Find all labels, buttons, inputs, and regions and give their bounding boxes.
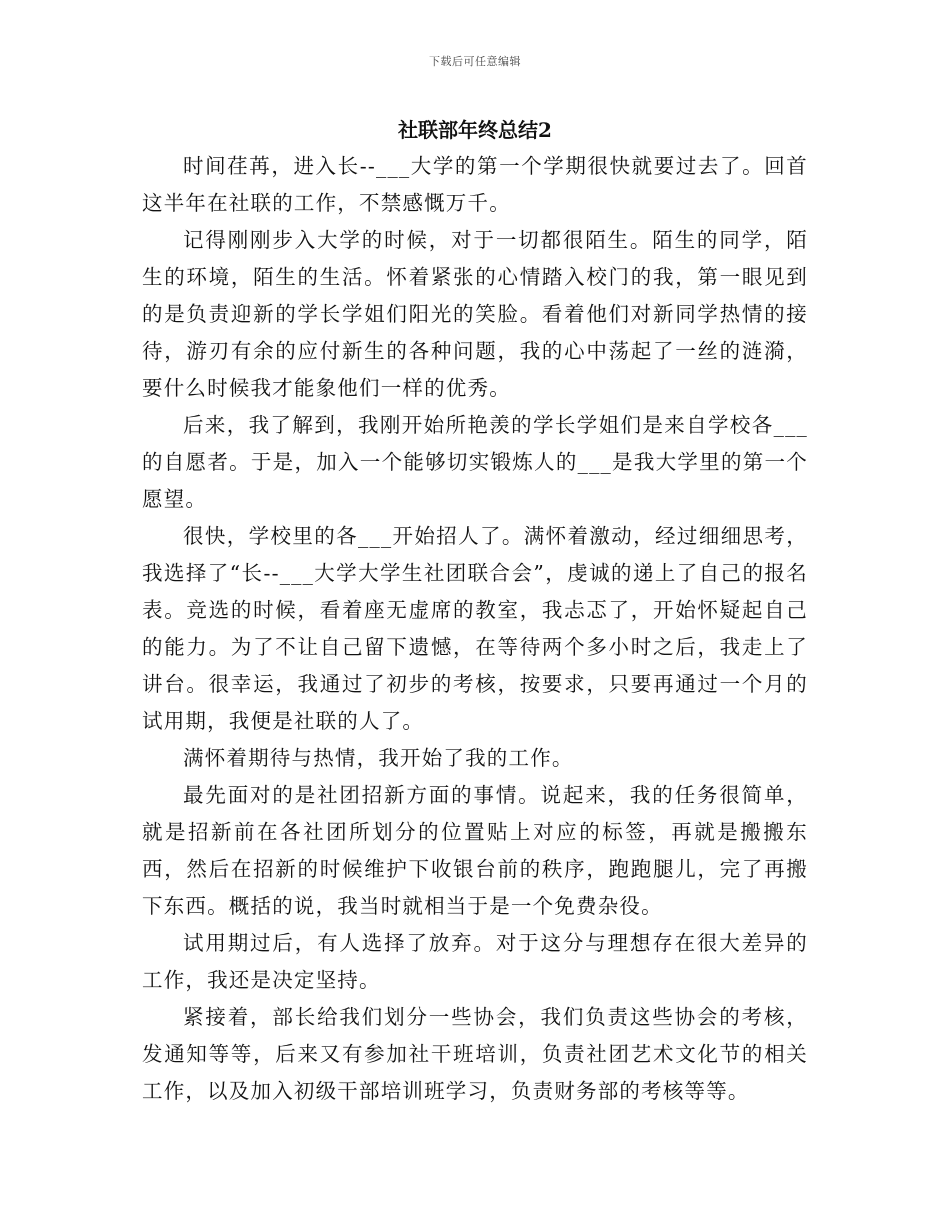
paragraph: 后来，我了解到，我刚开始所艳羡的学长学姐们是来自学校各___的自愿者。于是，加入一个能够切实锻炼人的___是我大学里的第一个愿望。	[142, 413, 808, 511]
paragraph: 记得刚刚步入大学的时候，对于一切都很陌生。陌生的同学，陌生的环境，陌生的生活。怀着紧张的心情踏入校门的我，第一眼见到的是负责迎新的学长学姐们阳光的笑脸。看着他们对新同学热情的接待，游刃有余的应付新生的各种问题，我的心中荡起了一丝的涟漪，要什么时候我才能象他们一样的优秀。	[142, 228, 808, 400]
paragraph: 最先面对的是社团招新方面的事情。说起来，我的任务很简单，就是招新前在各社团所划分的位置贴上对应的标签，再就是搬搬东西，然后在招新的时候维护下收银台前的秩序，跑跑腿儿，完了再搬下东西。概括的说，我当时就相当于是一个免费杂役。	[142, 783, 808, 918]
paragraph: 紧接着，部长给我们划分一些协会，我们负责这些协会的考核，发通知等等，后来又有参加社干班培训，负责社团艺术文化节的相关工作，以及加入初级干部培训班学习，负责财务部的考核等等。	[142, 1005, 808, 1103]
paragraph: 满怀着期待与热情，我开始了我的工作。	[183, 746, 574, 770]
paragraph: 时间荏苒，进入长--___大学的第一个学期很快就要过去了。回首这半年在社联的工作，不禁感慨万千。	[142, 154, 808, 215]
document-title: 社联部年终总结2	[398, 118, 552, 142]
header-note: 下载后可任意编辑	[429, 55, 521, 68]
paragraph: 试用期过后，有人选择了放弃。对于这分与理想存在很大差异的工作，我还是决定坚持。	[142, 931, 808, 992]
paragraph: 很快，学校里的各___开始招人了。满怀着激动，经过细细思考，我选择了“长--___大学大学生社团联合会”，虔诚的递上了自己的报名表。竞选的时候，看着座无虚席的教室，我忐忑了，开始怀疑起自己的能力。为了不让自己留下遗憾，在等待两个多小时之后，我走上了讲台。很幸运，我通过了初步的考核，按要求，只要再通过一个月的试用期，我便是社联的人了。	[142, 524, 808, 733]
document-body	[142, 148, 808, 1110]
